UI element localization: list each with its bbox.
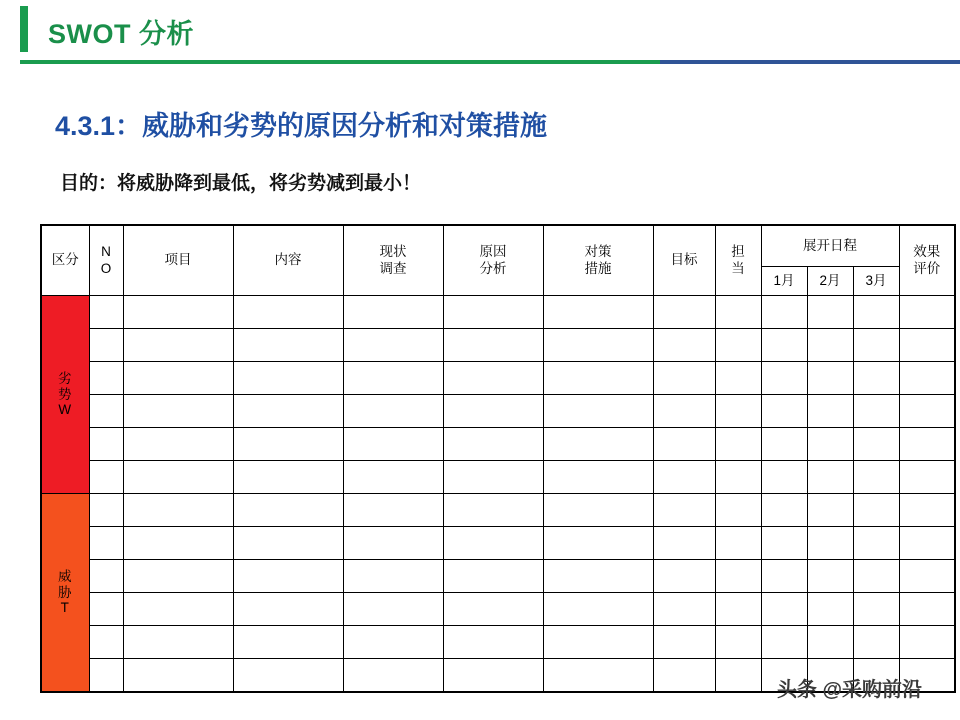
table-row[interactable] [41,560,955,593]
cell-month-3[interactable] [853,461,899,494]
cell-target[interactable] [653,560,715,593]
col-target: 目标 [653,225,715,296]
cell-status[interactable] [343,362,443,395]
cell-measure[interactable] [543,362,653,395]
cell-owner[interactable] [715,494,761,527]
table-row[interactable] [41,395,955,428]
cell-month-2[interactable] [807,626,853,659]
cell-no[interactable] [89,494,123,527]
cell-cause[interactable] [443,362,543,395]
table-body [41,296,955,693]
cell-no[interactable] [89,428,123,461]
purpose-text: 目的：将威胁降到最低，将劣势减到最小！ [60,173,422,194]
section-title: 4.3.1：威胁和劣势的原因分析和对策措施 [55,111,548,141]
cell-measure[interactable] [543,296,653,329]
cell-target[interactable] [653,461,715,494]
cell-effect[interactable] [899,428,955,461]
cell-effect[interactable] [899,560,955,593]
cell-month-2[interactable] [807,296,853,329]
cell-effect[interactable] [899,593,955,626]
cell-item[interactable] [123,560,233,593]
cell-owner[interactable] [715,560,761,593]
cell-target[interactable] [653,626,715,659]
cell-month-2[interactable] [807,428,853,461]
cell-target[interactable] [653,329,715,362]
table-row[interactable] [41,494,955,527]
table-row[interactable] [41,329,955,362]
cell-status[interactable] [343,626,443,659]
cell-month-1[interactable] [761,560,807,593]
table-row[interactable] [41,362,955,395]
cell-month-3[interactable] [853,395,899,428]
cell-target[interactable] [653,362,715,395]
table-header [41,225,955,296]
cell-month-1[interactable] [761,461,807,494]
cell-month-2[interactable] [807,461,853,494]
cell-month-3[interactable] [853,362,899,395]
cell-measure[interactable] [543,626,653,659]
cell-month-1[interactable] [761,593,807,626]
cell-status[interactable] [343,461,443,494]
cell-effect[interactable] [899,494,955,527]
cell-owner[interactable] [715,593,761,626]
col-cause-analysis: 原因 分析 [443,225,543,296]
col-month-2: 2月 [807,267,853,296]
cell-no[interactable] [89,659,123,693]
cell-cause[interactable] [443,329,543,362]
cell-status[interactable] [343,560,443,593]
cell-content[interactable] [233,428,343,461]
cell-owner[interactable] [715,362,761,395]
cell-owner[interactable] [715,626,761,659]
cell-cause[interactable] [443,527,543,560]
col-content: 内容 [233,225,343,296]
cell-month-3[interactable] [853,593,899,626]
cell-month-2[interactable] [807,362,853,395]
cell-status[interactable] [343,494,443,527]
cell-month-3[interactable] [853,329,899,362]
cell-measure[interactable] [543,560,653,593]
cell-cause[interactable] [443,560,543,593]
cell-item[interactable] [123,362,233,395]
cell-item[interactable] [123,329,233,362]
section-label-threat: 威 胁 T [41,494,89,693]
cell-content[interactable] [233,329,343,362]
cell-measure[interactable] [543,428,653,461]
table-row[interactable] [41,626,955,659]
cell-item[interactable] [123,527,233,560]
cell-cause[interactable] [443,428,543,461]
cell-no[interactable] [89,560,123,593]
cell-no[interactable] [89,626,123,659]
cell-month-1[interactable] [761,395,807,428]
cell-no[interactable] [89,461,123,494]
cell-month-2[interactable] [807,494,853,527]
cell-month-1[interactable] [761,527,807,560]
cell-month-1[interactable] [761,296,807,329]
cell-content[interactable] [233,395,343,428]
cell-measure[interactable] [543,593,653,626]
cell-cause[interactable] [443,626,543,659]
watermark [777,673,922,702]
header-rule-blue [660,60,960,64]
cell-month-2[interactable] [807,395,853,428]
cell-measure[interactable] [543,659,653,693]
cell-effect[interactable] [899,461,955,494]
cell-month-1[interactable] [761,626,807,659]
cell-content[interactable] [233,362,343,395]
cell-month-2[interactable] [807,560,853,593]
cell-month-2[interactable] [807,329,853,362]
cell-owner[interactable] [715,527,761,560]
cell-no[interactable] [89,329,123,362]
cell-target[interactable] [653,428,715,461]
cell-measure[interactable] [543,395,653,428]
cell-no[interactable] [89,527,123,560]
cell-status[interactable] [343,659,443,693]
cell-status[interactable] [343,527,443,560]
cell-cause[interactable] [443,494,543,527]
cell-content[interactable] [233,527,343,560]
col-month-1: 1月 [761,267,807,296]
cell-item[interactable] [123,659,233,693]
cell-owner[interactable] [715,461,761,494]
cell-owner[interactable] [715,395,761,428]
cell-month-3[interactable] [853,296,899,329]
cell-month-3[interactable] [853,494,899,527]
table-row[interactable] [41,296,955,329]
cell-measure[interactable] [543,527,653,560]
cell-content[interactable] [233,659,343,693]
cell-status[interactable] [343,329,443,362]
cell-effect[interactable] [899,395,955,428]
cell-status[interactable] [343,296,443,329]
cell-month-1[interactable] [761,329,807,362]
cell-cause[interactable] [443,593,543,626]
cell-effect[interactable] [899,527,955,560]
cell-item[interactable] [123,461,233,494]
col-no: N O [89,225,123,296]
cell-target[interactable] [653,527,715,560]
swot-table [40,224,956,693]
cell-target[interactable] [653,659,715,693]
cell-month-3[interactable] [853,428,899,461]
col-effect-eval: 效果 评价 [899,225,955,296]
cell-target[interactable] [653,593,715,626]
table-row[interactable] [41,527,955,560]
header-rule-green [20,60,660,64]
page-title: SWOT 分析 [48,19,194,49]
swot-table-wrapper [40,224,941,693]
cell-content[interactable] [233,626,343,659]
col-status-survey: 现状 调查 [343,225,443,296]
cell-month-1[interactable] [761,362,807,395]
cell-status[interactable] [343,593,443,626]
cell-no[interactable] [89,296,123,329]
cell-cause[interactable] [443,659,543,693]
cell-status[interactable] [343,395,443,428]
cell-target[interactable] [653,395,715,428]
cell-content[interactable] [233,296,343,329]
watermark-text: 头条 @采购前沿 [776,679,922,701]
col-month-3: 3月 [853,267,899,296]
cell-no[interactable] [89,395,123,428]
cell-cause[interactable] [443,296,543,329]
header-row-1 [41,225,955,267]
cell-measure[interactable] [543,461,653,494]
table-row[interactable] [41,428,955,461]
header-accent-bar [20,6,28,52]
cell-item[interactable] [123,296,233,329]
cell-month-1[interactable] [761,494,807,527]
cell-effect[interactable] [899,626,955,659]
cell-item[interactable] [123,395,233,428]
cell-item[interactable] [123,593,233,626]
cell-month-3[interactable] [853,527,899,560]
cell-owner[interactable] [715,329,761,362]
cell-item[interactable] [123,626,233,659]
cell-owner[interactable] [715,428,761,461]
cell-effect[interactable] [899,296,955,329]
cell-measure[interactable] [543,329,653,362]
cell-target[interactable] [653,494,715,527]
cell-target[interactable] [653,296,715,329]
cell-no[interactable] [89,362,123,395]
cell-effect[interactable] [899,329,955,362]
cell-owner[interactable] [715,296,761,329]
cell-status[interactable] [343,428,443,461]
cell-owner[interactable] [715,659,761,693]
cell-cause[interactable] [443,395,543,428]
cell-content[interactable] [233,494,343,527]
cell-item[interactable] [123,494,233,527]
cell-month-1[interactable] [761,428,807,461]
cell-content[interactable] [233,593,343,626]
cell-content[interactable] [233,461,343,494]
col-item: 项目 [123,225,233,296]
section-label-weakness: 劣 势 W [41,296,89,494]
col-owner: 担 当 [715,225,761,296]
cell-content[interactable] [233,560,343,593]
table-row[interactable] [41,593,955,626]
cell-cause[interactable] [443,461,543,494]
cell-measure[interactable] [543,494,653,527]
cell-month-3[interactable] [853,626,899,659]
cell-month-3[interactable] [853,560,899,593]
col-countermeasure: 对策 措施 [543,225,653,296]
cell-effect[interactable] [899,362,955,395]
table-row[interactable] [41,461,955,494]
cell-item[interactable] [123,428,233,461]
col-schedule-group: 展开日程 [761,225,899,267]
slide-header [0,0,960,62]
cell-month-2[interactable] [807,527,853,560]
col-division: 区分 [41,225,89,296]
cell-month-2[interactable] [807,593,853,626]
cell-no[interactable] [89,593,123,626]
